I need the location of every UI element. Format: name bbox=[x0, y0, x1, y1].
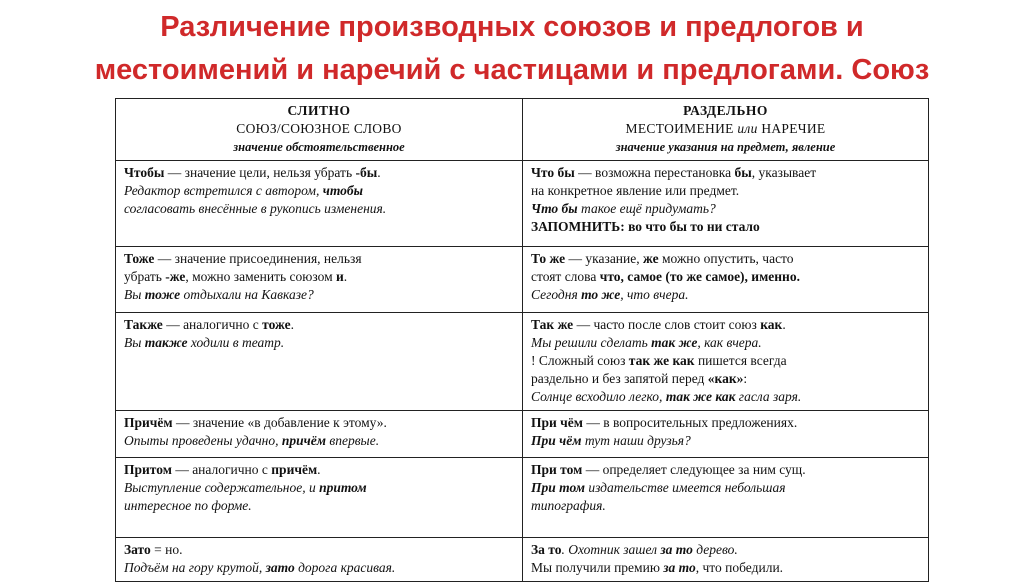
separate-spelling-cell bbox=[523, 161, 929, 247]
cell-line bbox=[531, 352, 920, 370]
text-segment: дорога красивая. bbox=[294, 560, 396, 575]
text-segment: . bbox=[782, 317, 786, 332]
separate-spelling-cell bbox=[523, 538, 929, 582]
text-segment: Мы решили сделать bbox=[531, 335, 652, 350]
text-segment: , что вчера. bbox=[620, 287, 689, 302]
text-segment: «как» bbox=[707, 371, 744, 386]
text-segment: За то bbox=[531, 542, 562, 557]
cell-line bbox=[531, 218, 920, 236]
separate-spelling-cell bbox=[523, 411, 929, 458]
text-segment: что, самое (то же самое), именно. bbox=[599, 269, 800, 284]
fused-spelling-cell bbox=[116, 161, 523, 247]
text-segment: дерево. bbox=[692, 542, 738, 557]
separate-spelling-cell bbox=[523, 313, 929, 411]
cell-line bbox=[124, 268, 514, 286]
left-header-meaning: значение обстоятельственное bbox=[233, 140, 405, 154]
text-segment: Сегодня bbox=[531, 287, 582, 302]
text-segment: — значение цели, нельзя убрать bbox=[164, 165, 356, 180]
table-row bbox=[116, 411, 929, 458]
fused-spelling-cell bbox=[116, 458, 523, 538]
text-segment: гасла заря. bbox=[735, 389, 802, 404]
text-segment: Солнце всходило легко, bbox=[531, 389, 666, 404]
text-segment: отдыхали на Кавказе? bbox=[180, 287, 314, 302]
text-segment: так же как bbox=[665, 389, 736, 404]
text-segment: такое ещё придумать? bbox=[577, 201, 716, 216]
left-header-cell bbox=[116, 99, 523, 161]
text-segment: Вы bbox=[124, 287, 145, 302]
text-segment: тоже bbox=[144, 287, 181, 302]
text-segment: стоят слова bbox=[531, 269, 600, 284]
title-line-1: Различение производных союзов и предлогов и bbox=[160, 11, 864, 43]
text-segment: , указывает bbox=[751, 165, 817, 180]
cell-line bbox=[531, 414, 920, 432]
text-segment: Притом bbox=[124, 462, 172, 477]
text-segment: Зато bbox=[124, 542, 151, 557]
text-segment: При чём bbox=[531, 433, 582, 448]
text-segment: Тоже bbox=[124, 251, 155, 266]
table-row bbox=[116, 247, 929, 313]
cell-line bbox=[124, 559, 514, 577]
text-segment: и bbox=[336, 269, 344, 284]
cell-line bbox=[124, 414, 514, 432]
table-row bbox=[116, 313, 929, 411]
table-row bbox=[116, 538, 929, 582]
text-segment: согласовать внесённые в рукопись изменения. bbox=[124, 201, 387, 216]
text-segment: При том bbox=[531, 480, 585, 495]
text-segment: — возможна перестановка bbox=[574, 165, 735, 180]
text-segment: причём bbox=[281, 433, 326, 448]
text-segment: Чтобы bbox=[124, 165, 165, 180]
cell-line bbox=[531, 250, 920, 268]
cell-line bbox=[531, 316, 920, 334]
text-segment: . bbox=[290, 317, 295, 332]
cell-line bbox=[531, 164, 920, 182]
text-segment: тоже bbox=[262, 317, 291, 332]
cell-line bbox=[124, 497, 514, 515]
text-segment: притом bbox=[319, 480, 367, 495]
right-header-connector: или bbox=[733, 121, 762, 136]
separate-spelling-cell bbox=[523, 247, 929, 313]
text-segment: , можно заменить союзом bbox=[185, 269, 336, 284]
text-segment: издательстве имеется небольшая bbox=[584, 480, 786, 495]
text-segment: типография. bbox=[531, 498, 606, 513]
text-segment: : bbox=[743, 371, 748, 386]
text-segment: . bbox=[377, 165, 381, 180]
text-segment: — значение присоединения, нельзя bbox=[154, 251, 362, 266]
table-row bbox=[116, 161, 929, 247]
text-segment: -же bbox=[165, 269, 186, 284]
cell-line bbox=[531, 559, 920, 577]
text-segment: за то bbox=[660, 542, 693, 557]
text-segment: Выступление содержательное, и bbox=[124, 480, 320, 495]
text-segment: = но. bbox=[150, 542, 183, 557]
text-segment: Что бы bbox=[531, 201, 578, 216]
text-segment: впервые. bbox=[325, 433, 380, 448]
cell-line bbox=[124, 182, 514, 200]
title-line-2: местоимений и наречий с частицами и предлогами. Союз bbox=[94, 54, 930, 86]
cell-line bbox=[531, 432, 920, 450]
cell-line bbox=[531, 388, 920, 406]
text-segment: Так же bbox=[531, 317, 574, 332]
cell-line bbox=[124, 461, 514, 479]
text-segment: убрать bbox=[124, 269, 166, 284]
text-segment: также bbox=[144, 335, 188, 350]
cell-line bbox=[124, 479, 514, 497]
cell-line bbox=[531, 541, 920, 559]
right-header-meaning: значение указания на предмет, явление bbox=[615, 140, 836, 154]
cell-line bbox=[124, 334, 514, 352]
text-segment: пишется всегда bbox=[694, 353, 787, 368]
text-segment: тут наши друзья? bbox=[581, 433, 691, 448]
cell-line bbox=[531, 200, 920, 218]
text-segment: — значение «в добавление к этому». bbox=[172, 415, 387, 430]
right-header-word-1: МЕСТОИМЕНИЕ bbox=[625, 121, 734, 136]
comparison-table bbox=[115, 98, 929, 582]
text-segment: . Охотник зашел bbox=[561, 542, 661, 557]
text-segment: бы bbox=[734, 165, 752, 180]
text-segment: так же bbox=[651, 335, 698, 350]
text-segment: -бы bbox=[355, 165, 378, 180]
fused-spelling-cell bbox=[116, 313, 523, 411]
fused-spelling-cell bbox=[116, 247, 523, 313]
text-segment: на конкретное явление или предмет. bbox=[531, 183, 740, 198]
text-segment: Подъём на гору крутой, bbox=[124, 560, 266, 575]
text-segment: зато bbox=[265, 560, 295, 575]
left-header-title: СЛИТНО bbox=[287, 103, 351, 118]
cell-line bbox=[531, 268, 920, 286]
cell-line bbox=[124, 316, 514, 334]
right-header-subtitle bbox=[531, 120, 920, 138]
text-segment: , как вчера. bbox=[697, 335, 762, 350]
text-segment: Редактор встретился с автором, bbox=[124, 183, 323, 198]
text-segment: чтобы bbox=[322, 183, 364, 198]
text-segment: — указание, bbox=[565, 251, 644, 266]
slide-title bbox=[0, 6, 1024, 92]
cell-line bbox=[124, 541, 514, 559]
cell-line bbox=[531, 334, 920, 352]
header-row bbox=[116, 99, 929, 161]
text-segment: — определяет следующее за ним сущ. bbox=[582, 462, 806, 477]
text-segment: , что победили. bbox=[695, 560, 784, 575]
text-segment: — аналогично с bbox=[162, 317, 263, 332]
text-segment: — часто после слов стоит союз bbox=[573, 317, 761, 332]
text-segment: При том bbox=[531, 462, 583, 477]
cell-line bbox=[531, 479, 920, 497]
text-segment: то же bbox=[581, 287, 621, 302]
right-header-cell bbox=[523, 99, 929, 161]
cell-line bbox=[124, 286, 514, 304]
cell-line bbox=[124, 432, 514, 450]
cell-line bbox=[531, 370, 920, 388]
text-segment: Также bbox=[124, 317, 163, 332]
fused-spelling-cell bbox=[116, 538, 523, 582]
cell-line bbox=[531, 286, 920, 304]
right-header-title: РАЗДЕЛЬНО bbox=[683, 103, 768, 118]
left-header-subtitle: СОЮЗ/СОЮЗНОЕ СЛОВО bbox=[236, 121, 402, 136]
text-segment: — в вопросительных предложениях. bbox=[582, 415, 798, 430]
text-segment: так же как bbox=[628, 353, 695, 368]
text-segment: ЗАПОМНИТЬ: во что бы то ни стало bbox=[531, 219, 760, 234]
text-segment: При чём bbox=[531, 415, 583, 430]
cell-line bbox=[124, 200, 514, 218]
cell-line bbox=[531, 461, 920, 479]
text-segment: . bbox=[343, 269, 348, 284]
cell-line bbox=[124, 164, 514, 182]
table-row bbox=[116, 458, 929, 538]
text-segment: ходили в театр. bbox=[187, 335, 285, 350]
separate-spelling-cell bbox=[523, 458, 929, 538]
fused-spelling-cell bbox=[116, 411, 523, 458]
text-segment: за то bbox=[663, 560, 696, 575]
text-segment: Что бы bbox=[531, 165, 575, 180]
text-segment: причём bbox=[271, 462, 318, 477]
text-segment: Мы получили премию bbox=[531, 560, 664, 575]
text-segment: . bbox=[317, 462, 321, 477]
text-segment: же bbox=[643, 251, 659, 266]
text-segment: Вы bbox=[124, 335, 145, 350]
text-segment: — аналогично с bbox=[171, 462, 272, 477]
table-body bbox=[116, 99, 929, 582]
right-header-word-2: НАРЕЧИЕ bbox=[761, 121, 826, 136]
text-segment: Причём bbox=[124, 415, 173, 430]
text-segment: раздельно и без запятой перед bbox=[531, 371, 708, 386]
text-segment: можно опустить, часто bbox=[658, 251, 794, 266]
cell-line bbox=[531, 182, 920, 200]
text-segment: То же bbox=[531, 251, 566, 266]
text-segment: интересное по форме. bbox=[124, 498, 252, 513]
cell-line bbox=[531, 497, 920, 515]
text-segment: как bbox=[760, 317, 783, 332]
text-segment: ! Сложный союз bbox=[531, 353, 629, 368]
text-segment: Опыты проведены удачно, bbox=[124, 433, 282, 448]
cell-line bbox=[124, 250, 514, 268]
